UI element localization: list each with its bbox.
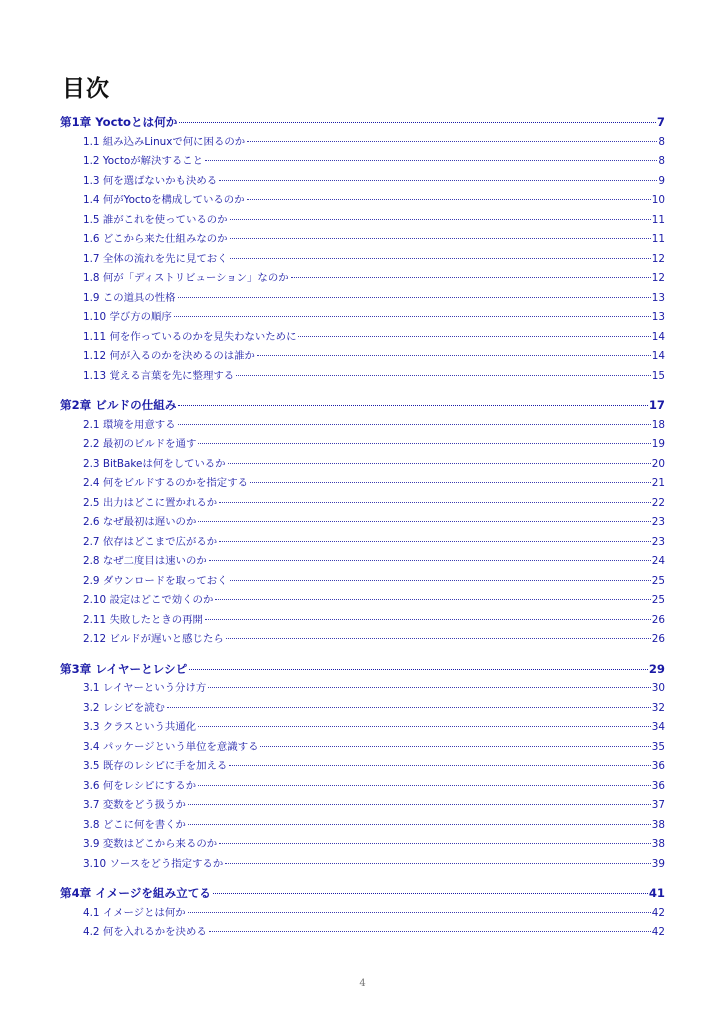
toc-section-entry[interactable] (60, 191, 665, 211)
dot-leader (209, 931, 651, 932)
section-page-number: 26 (651, 633, 665, 645)
dot-leader (188, 804, 651, 805)
section-title: 3.5 既存のレシピに手を加える (83, 760, 228, 772)
section-page-number: 36 (651, 760, 665, 772)
section-page-number: 37 (651, 799, 665, 811)
section-title: 1.9 この道具の性格 (83, 291, 176, 304)
toc-section-entry[interactable] (60, 172, 665, 192)
section-page-number: 36 (651, 779, 665, 792)
section-page-number: 11 (651, 233, 665, 245)
toc-section-entry[interactable] (60, 455, 665, 475)
section-title: 1.8 何が「ディストリビューション」なのか (83, 272, 289, 284)
toc-chapter-entry[interactable] (60, 660, 665, 680)
section-page-number: 13 (651, 311, 665, 323)
section-page-number: 34 (651, 721, 665, 733)
toc-section-entry[interactable] (60, 474, 665, 494)
dot-leader (178, 297, 651, 298)
chapter-page-number: 7 (656, 115, 665, 129)
section-title: 1.12 何が入るのかを決めるのは誰か (83, 350, 255, 362)
toc-section-entry[interactable] (60, 367, 665, 387)
section-title: 2.11 失敗したときの再開 (83, 613, 203, 626)
toc-section-entry[interactable] (60, 777, 665, 797)
chapter-title: 第1章 Yoctoとは何か (60, 115, 178, 129)
section-page-number: 18 (651, 418, 665, 431)
dot-leader (230, 580, 651, 581)
chapter-title: 第4章 イメージを組み立てる (60, 886, 211, 900)
section-title: 1.1 組み込みLinuxで何に困るのか (83, 135, 246, 148)
chapter-page-number: 29 (648, 661, 665, 676)
section-page-number: 11 (651, 213, 665, 226)
dot-leader (189, 669, 648, 670)
toc-section-entry[interactable] (60, 796, 665, 816)
toc-section-entry[interactable] (60, 923, 665, 943)
page-title: 目次 (62, 76, 110, 102)
section-title: 3.3 クラスという共通化 (83, 721, 197, 733)
dot-leader (188, 912, 651, 913)
toc-chapter-entry[interactable] (60, 884, 665, 904)
toc-section-entry[interactable] (60, 738, 665, 758)
toc-section-entry[interactable] (60, 679, 665, 699)
section-title: 1.5 誰がこれを使っているのか (83, 213, 228, 226)
toc-section-entry[interactable] (60, 552, 665, 572)
section-page-number: 19 (651, 438, 665, 450)
section-page-number: 22 (651, 496, 665, 509)
section-title: 2.9 ダウンロードを取っておく (83, 574, 228, 587)
section-page-number: 30 (651, 682, 665, 694)
dot-leader (247, 141, 657, 142)
dot-leader (260, 746, 650, 747)
section-title: 3.6 何をレシピにするか (83, 779, 197, 792)
section-page-number: 26 (651, 613, 665, 626)
section-title: 3.10 ソースをどう指定するか (83, 857, 224, 870)
dot-leader (205, 160, 657, 161)
section-page-number: 42 (651, 926, 665, 938)
section-title: 1.13 覚える言葉を先に整理する (83, 369, 235, 382)
section-title: 1.10 学び方の順序 (83, 311, 172, 323)
dot-leader (230, 258, 651, 259)
toc-section-entry[interactable] (60, 211, 665, 231)
section-page-number: 32 (651, 701, 665, 714)
section-title: 2.6 なぜ最初は遅いのか (83, 516, 197, 528)
section-title: 1.11 何を作っているのかを見失わないために (83, 330, 297, 343)
toc-section-entry[interactable] (60, 328, 665, 348)
section-page-number: 21 (651, 477, 665, 489)
section-page-number: 15 (651, 369, 665, 382)
dot-leader (178, 405, 647, 406)
dot-leader (198, 443, 650, 444)
section-title: 4.2 何を入れるかを決める (83, 926, 207, 938)
section-page-number: 12 (651, 252, 665, 265)
toc-section-entry[interactable] (60, 757, 665, 777)
section-title: 1.7 全体の流れを先に見ておく (83, 252, 228, 265)
section-title: 1.6 どこから来た仕組みなのか (83, 233, 228, 245)
section-page-number: 24 (651, 555, 665, 567)
dot-leader (219, 541, 651, 542)
chapter-title: 第2章 ビルドの仕組み (60, 398, 177, 412)
section-title: 2.5 出力はどこに置かれるか (83, 496, 218, 509)
toc-section-entry[interactable] (60, 816, 665, 836)
section-title: 1.3 何を選ばないかも決める (83, 174, 218, 187)
section-page-number: 23 (651, 535, 665, 548)
toc-section-entry[interactable] (60, 855, 665, 875)
dot-leader (198, 726, 651, 727)
toc-section-entry[interactable] (60, 699, 665, 719)
section-page-number: 38 (651, 838, 665, 850)
section-title: 2.8 なぜ二度目は速いのか (83, 555, 207, 567)
section-page-number: 10 (651, 194, 665, 206)
toc-section-entry[interactable] (60, 835, 665, 855)
toc-section-entry[interactable] (60, 152, 665, 172)
section-title: 3.1 レイヤーという分け方 (83, 682, 207, 694)
section-page-number: 20 (651, 457, 665, 470)
toc-chapter-entry[interactable] (60, 396, 665, 416)
toc-section-entry[interactable] (60, 572, 665, 592)
toc-section-entry[interactable] (60, 591, 665, 611)
section-title: 2.3 BitBakeは何をしているか (83, 457, 226, 470)
toc-section-entry[interactable] (60, 611, 665, 631)
section-title: 3.7 変数をどう扱うか (83, 799, 186, 811)
chapter-page-number: 17 (648, 398, 665, 412)
section-title: 3.4 パッケージという単位を意識する (83, 740, 259, 753)
dot-leader (208, 687, 651, 688)
dot-leader (209, 560, 651, 561)
dot-leader (230, 238, 651, 239)
dot-leader (167, 707, 651, 708)
section-title: 2.12 ビルドが遅いと感じたら (83, 633, 224, 645)
toc-section-entry[interactable] (60, 347, 665, 367)
section-page-number: 39 (651, 857, 665, 870)
toc-section-entry[interactable] (60, 416, 665, 436)
table-of-contents (60, 113, 665, 943)
dot-leader (174, 316, 651, 317)
section-page-number: 23 (651, 516, 665, 528)
dot-leader (179, 122, 656, 123)
dot-leader (291, 277, 651, 278)
toc-section-entry[interactable] (60, 230, 665, 250)
toc-section-entry[interactable] (60, 289, 665, 309)
section-title: 2.1 環境を用意する (83, 418, 176, 431)
section-page-number: 42 (651, 906, 665, 919)
dot-leader (219, 502, 651, 503)
toc-section-entry[interactable] (60, 904, 665, 924)
section-title: 2.4 何をビルドするのかを指定する (83, 477, 248, 489)
page-number: 4 (359, 978, 366, 989)
toc-section-entry[interactable] (60, 133, 665, 153)
dot-leader (236, 375, 651, 376)
toc-chapter-entry[interactable] (60, 113, 665, 133)
chapter-page-number: 41 (648, 886, 665, 900)
toc-section-entry[interactable] (60, 630, 665, 650)
section-page-number: 8 (658, 155, 665, 167)
dot-leader (226, 638, 651, 639)
toc-section-entry[interactable] (60, 533, 665, 553)
dot-leader (205, 619, 651, 620)
section-page-number: 38 (651, 818, 665, 831)
section-title: 2.7 依存はどこまで広がるか (83, 535, 218, 548)
dot-leader (225, 863, 651, 864)
dot-leader (213, 893, 648, 894)
dot-leader (219, 180, 657, 181)
section-title: 3.2 レシピを読む (83, 701, 165, 714)
dot-leader (229, 765, 651, 766)
dot-leader (198, 785, 651, 786)
dot-leader (247, 199, 651, 200)
section-page-number: 35 (651, 740, 665, 753)
dot-leader (228, 463, 651, 464)
toc-section-entry[interactable] (60, 250, 665, 270)
dot-leader (257, 355, 651, 356)
dot-leader (230, 219, 651, 220)
toc-section-entry[interactable] (60, 308, 665, 328)
section-title: 2.10 設定はどこで効くのか (83, 594, 214, 606)
toc-section-entry[interactable] (60, 494, 665, 514)
section-page-number: 12 (651, 272, 665, 284)
section-title: 4.1 イメージとは何か (83, 906, 186, 919)
section-title: 3.8 どこに何を書くか (83, 818, 186, 831)
chapter-title: 第3章 レイヤーとレシピ (60, 661, 188, 676)
dot-leader (298, 336, 650, 337)
dot-leader (219, 843, 651, 844)
section-page-number: 14 (651, 330, 665, 343)
toc-section-entry[interactable] (60, 718, 665, 738)
dot-leader (215, 599, 650, 600)
section-title: 1.4 何がYoctoを構成しているのか (83, 194, 245, 206)
dot-leader (250, 482, 651, 483)
section-title: 3.9 変数はどこから来るのか (83, 838, 218, 850)
dot-leader (198, 521, 650, 522)
dot-leader (188, 824, 651, 825)
toc-section-entry[interactable] (60, 269, 665, 289)
section-title: 1.2 Yoctoが解決すること (83, 155, 204, 167)
section-page-number: 14 (651, 350, 665, 362)
toc-section-entry[interactable] (60, 513, 665, 533)
section-page-number: 25 (651, 594, 665, 606)
section-page-number: 25 (651, 574, 665, 587)
section-title: 2.2 最初のビルドを通す (83, 438, 197, 450)
section-page-number: 13 (651, 291, 665, 304)
dot-leader (178, 424, 651, 425)
toc-section-entry[interactable] (60, 435, 665, 455)
section-page-number: 9 (658, 174, 665, 187)
section-page-number: 8 (658, 135, 665, 148)
